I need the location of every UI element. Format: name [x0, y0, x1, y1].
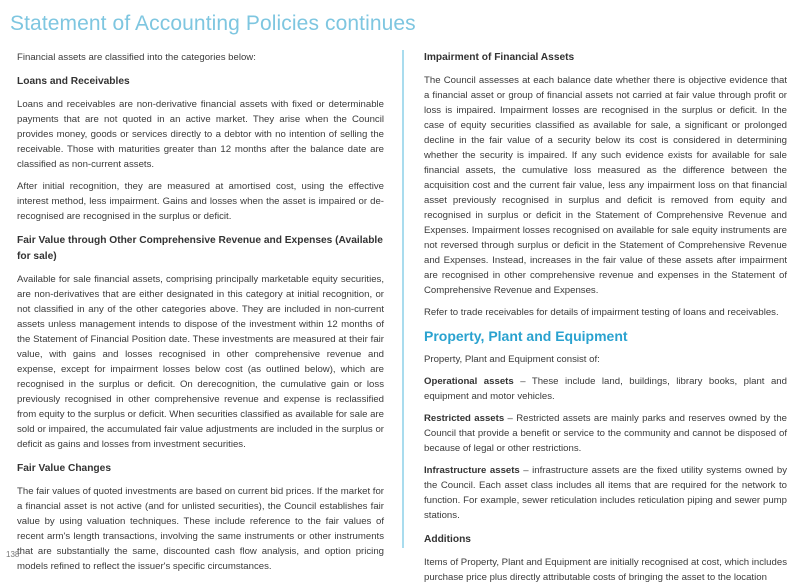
impairment-paragraph-1: The Council assesses at each balance date whether there is objective evidence that a financial asset or group of financial assets not carried at fair value through profit or loss is impaired. Impairment losses are recognised in the surplus or deficit. In the case of equity securities classified as available for sale, a significant or prolonged decline in the fair value of a security below its cost is considered in determining whether the security is impaired. If any such evidence exists for available for sale financial assets, the cumulative loss measured as the difference between the acquisition cost and the current fair value, less any impairment loss on that financial asset previously recognised in surplus and deficit is removed from equity and recognised in surplus or deficit in the Statement of Comprehensive Revenue and Expenses. Impairment losses recognised on available for sale equity instruments are not reversed through surplus or deficit in the Statement of Comprehensive Revenue and Expenses. Instead, increases in the fair value of these assets after impairment are recognised in other comprehensive revenue and expenses in the Statement of Comprehensive Revenue and Expenses. — [424, 75, 787, 296]
fair-value-changes-heading: Fair Value Changes — [17, 463, 111, 474]
restricted-assets-paragraph — [424, 411, 787, 456]
loans-receivables-paragraph-1: Loans and receivables are non-derivative financial assets with fixed or determinable payments that are not quoted in an active market. They arise when the Council provides money, goods or services directly to a debtor with no intention of selling the receivable. Those with maturities greater than 12 months after the balance date are classified as non-current assets. — [17, 99, 384, 170]
impairment-paragraph-2: Refer to trade receivables for details of impairment testing of loans and receivables. — [424, 307, 779, 318]
right-column — [424, 50, 787, 585]
intro-paragraph: Financial assets are classified into the categories below: — [17, 52, 256, 63]
operational-assets-text: – These include land, buildings, library books, plant and equipment and motor vehicles. — [424, 376, 787, 402]
infrastructure-assets-text: – infrastructure assets are the fixed utility systems owned by the Council. Each asset class includes all items that are required for the network to function. For example, sewer reticulation includes reticulation piping and sewer pump stations. — [424, 465, 787, 521]
page-title: Statement of Accounting Policies continues — [10, 12, 416, 35]
infrastructure-assets-paragraph — [424, 463, 787, 523]
ppe-heading: Property, Plant and Equipment — [424, 328, 628, 344]
fair-value-oci-heading: Fair Value through Other Comprehensive Revenue and Expenses (Available for sale) — [17, 235, 383, 262]
operational-assets-paragraph — [424, 374, 787, 404]
impairment-heading: Impairment of Financial Assets — [424, 52, 575, 63]
loans-receivables-paragraph-2: After initial recognition, they are measured at amortised cost, using the effective interest method, less impairment. Gains and losses when the asset is impaired or de-recognised are recognised in the surplus or deficit. — [17, 181, 384, 222]
restricted-assets-text: – Restricted assets are mainly parks and reserves owned by the Council that provide a benefit or service to the community and cannot be disposed of because of legal or other restrictions. — [424, 413, 787, 454]
operational-assets-term: Operational assets — [424, 376, 514, 387]
column-divider — [402, 50, 404, 548]
restricted-assets-term: Restricted assets — [424, 413, 505, 424]
additions-heading: Additions — [424, 534, 471, 545]
fair-value-oci-paragraph: Available for sale financial assets, comprising principally marketable equity securities, are non-derivatives that are either designated in this category at initial recognition, or not classified in any of the other categories above. They are included in non-current assets unless management intends to dispose of the investment within 12 months of the Statement of Financial Position date. These investments are measured at their fair value, with gains and losses recognised in other comprehensive revenue and expense, except for impairment losses below cost (as outlined below), which are recognised in the surplus or deficit. On derecognition, the cumulative gain or loss previously recognised in other comprehensive revenue and expense is reclassified from equity to the surplus or deficit. When securities classified as available for sale are sold or impaired, the accumulated fair value adjustments are included in the surplus or deficit as gains and losses from investment securities. — [17, 274, 384, 450]
page-number: 138 — [6, 550, 20, 559]
left-column — [17, 50, 384, 574]
loans-receivables-heading: Loans and Receivables — [17, 76, 130, 87]
fair-value-changes-paragraph: The fair values of quoted investments are based on current bid prices. If the market for a financial asset is not active (and for unlisted securities), the Council establishes fair value by using valuation techniques. These include reference to the fair values of recent arm's length transactions, involving the same instruments or other instruments that are substantially the same, discounted cash flow analysis, and option pricing models refined to reflect the issuer's specific circumstances. — [17, 486, 384, 572]
additions-paragraph: Items of Property, Plant and Equipment are initially recognised at cost, which includes purchase price plus directly attributable costs of bringing the asset to the location — [424, 557, 787, 583]
infrastructure-assets-term: Infrastructure assets — [424, 465, 520, 476]
ppe-intro: Property, Plant and Equipment consist of: — [424, 354, 600, 365]
